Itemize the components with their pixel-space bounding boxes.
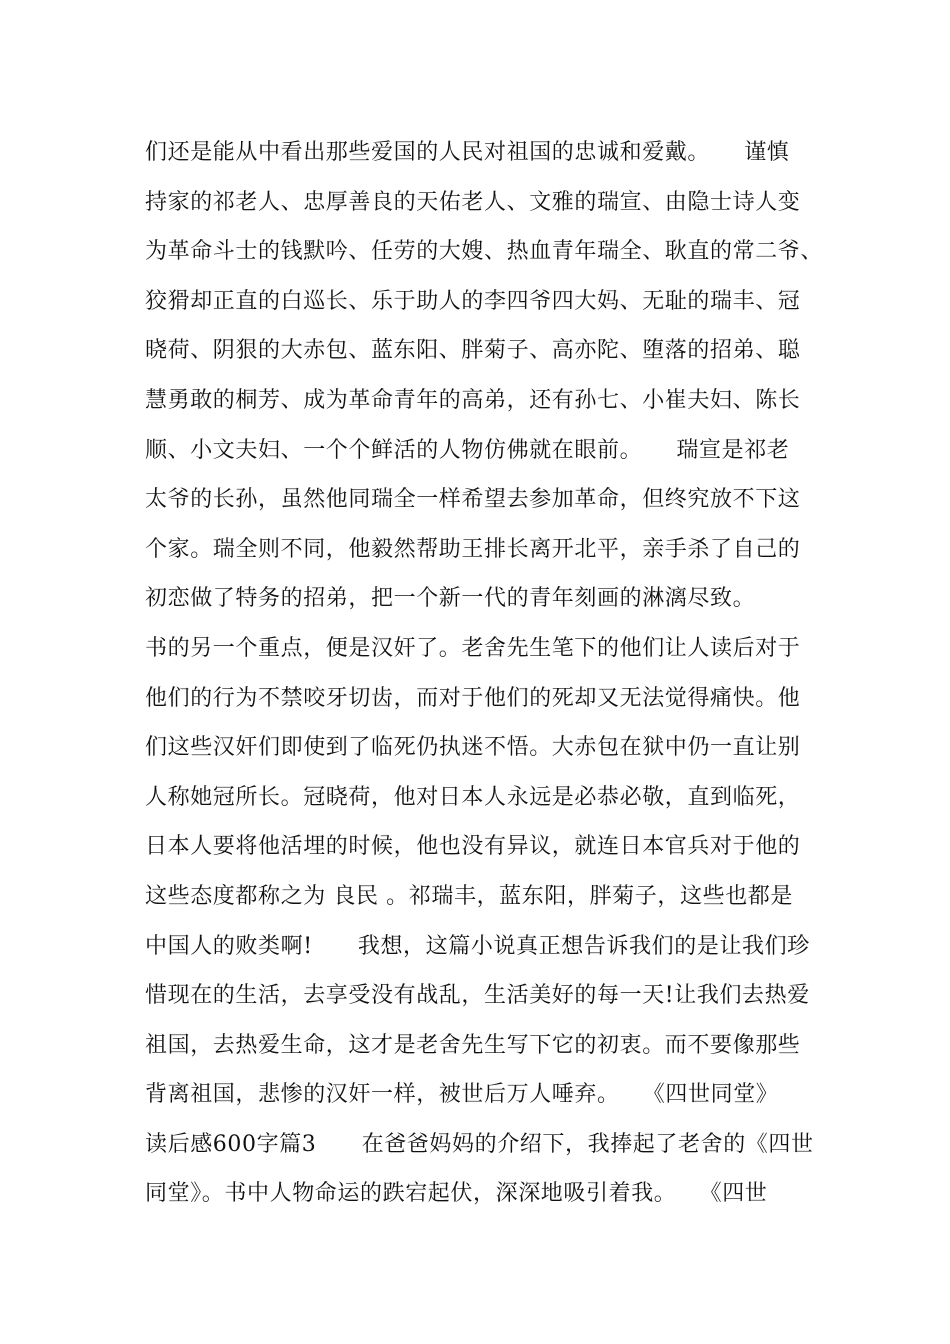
text-line: 顺、小文夫妇、一个个鲜活的人物仿佛就在眼前。 瑞宣是祁老: [145, 437, 790, 463]
text-line: 背离祖国，悲惨的汉奸一样，被世后万人唾弃。 《四世同堂》: [145, 1082, 779, 1108]
text-line: 个家。瑞全则不同，他毅然帮助王排长离开北平，亲手杀了自己的: [145, 536, 801, 562]
text-line: 初恋做了特务的招弟，把一个新一代的青年刻画的淋漓尽致。: [145, 586, 756, 612]
text-line: 太爷的长孙，虽然他同瑞全一样希望去参加革命，但终究放不下这: [145, 487, 801, 513]
text-line: 读后感600字篇3 在爸爸妈妈的介绍下，我捧起了老舍的《四世: [145, 1131, 814, 1157]
text-line: 中国人的败类啊! 我想，这篇小说真正想告诉我们的是让我们珍: [145, 933, 810, 959]
body-text: [145, 128, 835, 1219]
text-line: 日本人要将他活埋的时候，他也没有异议，就连日本官兵对于他的: [145, 834, 801, 860]
text-line: 持家的祁老人、忠厚善良的天佑老人、文雅的瑞宣、由隐士诗人变: [145, 189, 801, 215]
text-line: 们这些汉奸们即使到了临死仍执迷不悟。大赤包在狱中仍一直让别: [145, 735, 801, 761]
text-line: 书的另一个重点，便是汉奸了。老舍先生笔下的他们让人读后对于: [145, 635, 801, 661]
text-line: 惜现在的生活，去享受没有战乱，生活美好的每一天!让我们去热爱: [145, 983, 810, 1009]
text-line: 慧勇敢的桐芳、成为革命青年的高弟，还有孙七、小崔夫妇、陈长: [145, 387, 801, 413]
text-line: 祖国，去热爱生命，这才是老舍先生写下它的初衷。而不要像那些: [145, 1032, 801, 1058]
text-line: 这些态度都称之为 良民 。祁瑞丰，蓝东阳，胖菊子，这些也都是: [145, 883, 793, 909]
text-line: 晓荷、阴狠的大赤包、蓝东阳、胖菊子、高亦陀、堕落的招弟、聪: [145, 338, 801, 364]
text-line: 们还是能从中看出那些爱国的人民对祖国的忠诚和爱戴。 谨慎: [145, 140, 790, 165]
text-line: 为革命斗士的钱默吟、任劳的大嫂、热血青年瑞全、耿直的常二爷、: [145, 239, 824, 265]
text-line: 同堂》。书中人物命运的跌宕起伏，深深地吸引着我。 《四世: [145, 1181, 768, 1207]
text-line: 狡猾却正直的白巡长、乐于助人的李四爷四大妈、无耻的瑞丰、冠: [145, 288, 801, 314]
text-line: 他们的行为不禁咬牙切齿，而对于他们的死却又无法觉得痛快。他: [145, 685, 801, 711]
text-line: 人称她冠所长。冠晓荷，他对日本人永远是必恭必敬，直到临死，: [145, 784, 801, 810]
